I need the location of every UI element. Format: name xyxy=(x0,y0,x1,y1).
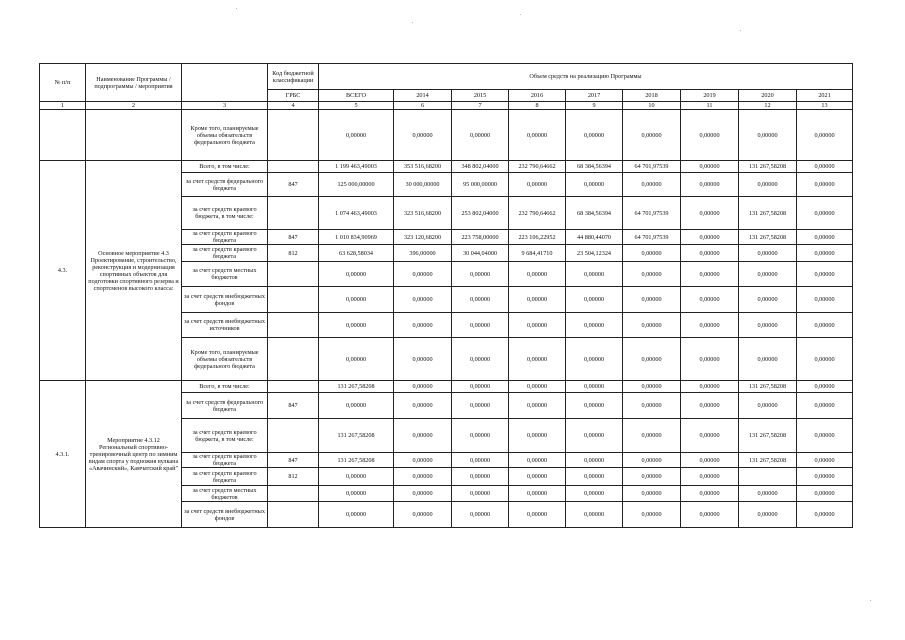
total-amount: 63 628,58034 xyxy=(319,245,394,262)
year-amount: 0,00000 xyxy=(623,110,681,161)
total-amount: 1 074 463,49003 xyxy=(319,197,394,230)
funding-source-label: за счет средств краевого бюджета, в том числе: xyxy=(182,419,268,453)
year-amount: 0,00000 xyxy=(452,381,509,393)
year-amount: 0,00000 xyxy=(739,338,797,381)
year-amount: 0,00000 xyxy=(797,468,853,486)
year-amount xyxy=(739,468,797,486)
year-amount: 0,00000 xyxy=(509,262,566,287)
grbs-code xyxy=(268,110,319,161)
year-amount: 0,00000 xyxy=(394,393,452,419)
year-amount: 323 516,68200 xyxy=(394,197,452,230)
year-amount: 0,00000 xyxy=(452,468,509,486)
item-number xyxy=(40,110,86,161)
year-amount: 68 384,56394 xyxy=(566,197,623,230)
year-amount: 0,00000 xyxy=(452,338,509,381)
year-amount: 0,00000 xyxy=(452,393,509,419)
total-amount: 1 010 834,90969 xyxy=(319,230,394,245)
year-amount: 0,00000 xyxy=(394,287,452,313)
grbs-code xyxy=(268,287,319,313)
header-name: Наименование Программы / подпрограммы / мероприятия xyxy=(86,64,182,102)
year-amount: 0,00000 xyxy=(509,338,566,381)
header-year: 2015 xyxy=(452,90,509,102)
year-amount: 348 802,04000 xyxy=(452,161,509,173)
grbs-code xyxy=(268,381,319,393)
year-amount: 0,00000 xyxy=(452,502,509,528)
year-amount: 0,00000 xyxy=(394,468,452,486)
year-amount: 64 701,97539 xyxy=(623,161,681,173)
year-amount: 0,00000 xyxy=(739,287,797,313)
year-amount: 0,00000 xyxy=(566,173,623,197)
header-year: 2020 xyxy=(739,90,797,102)
scan-speck xyxy=(520,14,521,15)
year-amount: 0,00000 xyxy=(681,173,739,197)
year-amount: 0,00000 xyxy=(394,262,452,287)
year-amount: 0,00000 xyxy=(681,502,739,528)
year-amount: 0,00000 xyxy=(452,110,509,161)
year-amount: 0,00000 xyxy=(797,313,853,338)
funding-source-label: за счет средств местных бюджетов xyxy=(182,486,268,502)
year-amount: 0,00000 xyxy=(566,287,623,313)
grbs-code: 812 xyxy=(268,468,319,486)
grbs-code: 847 xyxy=(268,173,319,197)
grbs-code xyxy=(268,262,319,287)
year-amount: 68 384,56394 xyxy=(566,161,623,173)
year-amount: 0,00000 xyxy=(623,468,681,486)
year-amount: 0,00000 xyxy=(452,262,509,287)
table-row xyxy=(40,381,853,393)
funding-source-label: за счет средств краевого бюджета, в том числе: xyxy=(182,197,268,230)
year-amount: 30 000,00000 xyxy=(394,173,452,197)
year-amount: 0,00000 xyxy=(681,287,739,313)
year-amount: 131 267,58208 xyxy=(739,453,797,468)
year-amount: 0,00000 xyxy=(566,381,623,393)
year-amount: 0,00000 xyxy=(681,110,739,161)
year-amount: 9 684,41710 xyxy=(509,245,566,262)
funding-source-label: за счет средств краевого бюджета xyxy=(182,230,268,245)
year-amount: 232 790,64662 xyxy=(509,161,566,173)
item-name: Основное мероприятие 4.3 Проектирование, строительство, реконструкция и модернизация спортивных объектов для подготовки спортивного резерва и спортсменов высокого класса: xyxy=(86,161,182,381)
grbs-code xyxy=(268,197,319,230)
year-amount: 0,00000 xyxy=(739,262,797,287)
year-amount: 0,00000 xyxy=(681,245,739,262)
total-amount: 125 000,00000 xyxy=(319,173,394,197)
column-number: 7 xyxy=(452,102,509,110)
year-amount: 0,00000 xyxy=(681,486,739,502)
year-amount: 0,00000 xyxy=(509,313,566,338)
funding-source-label: за счет средств краевого бюджета xyxy=(182,245,268,262)
year-amount: 0,00000 xyxy=(623,381,681,393)
year-amount: 0,00000 xyxy=(394,419,452,453)
year-amount: 0,00000 xyxy=(452,453,509,468)
total-amount: 131 267,58208 xyxy=(319,381,394,393)
year-amount: 0,00000 xyxy=(509,287,566,313)
year-amount: 0,00000 xyxy=(797,161,853,173)
year-amount: 0,00000 xyxy=(681,419,739,453)
year-amount: 0,00000 xyxy=(681,230,739,245)
column-number: 8 xyxy=(509,102,566,110)
funding-source-label: за счет средств внебюджетных фондов xyxy=(182,502,268,528)
grbs-code xyxy=(268,161,319,173)
year-amount: 0,00000 xyxy=(739,245,797,262)
year-amount: 0,00000 xyxy=(681,393,739,419)
year-amount: 0,00000 xyxy=(394,313,452,338)
year-amount: 0,00000 xyxy=(797,502,853,528)
column-number: 3 xyxy=(182,102,268,110)
year-amount: 0,00000 xyxy=(623,393,681,419)
year-amount: 0,00000 xyxy=(394,110,452,161)
grbs-code xyxy=(268,313,319,338)
year-amount: 131 267,58208 xyxy=(739,419,797,453)
year-amount: 0,00000 xyxy=(509,486,566,502)
year-amount: 0,00000 xyxy=(681,381,739,393)
year-amount: 0,00000 xyxy=(509,453,566,468)
year-amount: 0,00000 xyxy=(394,338,452,381)
year-amount: 0,00000 xyxy=(797,262,853,287)
year-amount: 0,00000 xyxy=(623,453,681,468)
funding-source-label: за счет средств федерального бюджета xyxy=(182,393,268,419)
year-amount: 223 106,22952 xyxy=(509,230,566,245)
column-number: 1 xyxy=(40,102,86,110)
total-amount: 0,00000 xyxy=(319,338,394,381)
year-amount: 0,00000 xyxy=(797,419,853,453)
year-amount: 0,00000 xyxy=(394,381,452,393)
header-row-main xyxy=(40,64,853,90)
year-amount: 131 267,58208 xyxy=(739,381,797,393)
year-amount: 0,00000 xyxy=(681,197,739,230)
year-amount: 0,00000 xyxy=(452,287,509,313)
item-number: 4.3.1. xyxy=(40,381,86,528)
total-amount: 0,00000 xyxy=(319,468,394,486)
column-number: 13 xyxy=(797,102,853,110)
year-amount: 0,00000 xyxy=(394,486,452,502)
column-number: 6 xyxy=(394,102,452,110)
year-amount: 253 802,04000 xyxy=(452,197,509,230)
year-amount: 0,00000 xyxy=(452,313,509,338)
year-amount: 0,00000 xyxy=(566,486,623,502)
header-blank xyxy=(182,64,268,102)
year-amount: 232 790,64662 xyxy=(509,197,566,230)
year-amount: 131 267,58208 xyxy=(739,197,797,230)
item-name xyxy=(86,110,182,161)
year-amount: 0,00000 xyxy=(509,393,566,419)
funding-source-label: Всего, в том числе: xyxy=(182,161,268,173)
year-amount: 0,00000 xyxy=(623,262,681,287)
grbs-code xyxy=(268,419,319,453)
header-year: 2021 xyxy=(797,90,853,102)
year-amount: 0,00000 xyxy=(566,419,623,453)
year-amount: 0,00000 xyxy=(797,197,853,230)
funding-source-label: Кроме того, планируемые объемы обязательств федерального бюджета xyxy=(182,338,268,381)
year-amount: 0,00000 xyxy=(797,245,853,262)
year-amount: 0,00000 xyxy=(566,338,623,381)
year-amount: 0,00000 xyxy=(452,486,509,502)
total-amount: 0,00000 xyxy=(319,502,394,528)
funding-source-label: за счет средств внебюджетных фондов xyxy=(182,287,268,313)
year-amount: 0,00000 xyxy=(623,338,681,381)
header-total: ВСЕГО xyxy=(319,90,394,102)
year-amount: 0,00000 xyxy=(509,502,566,528)
year-amount: 0,00000 xyxy=(509,110,566,161)
year-amount: 131 267,58208 xyxy=(739,230,797,245)
year-amount: 0,00000 xyxy=(623,419,681,453)
year-amount: 0,00000 xyxy=(566,453,623,468)
year-amount: 0,00000 xyxy=(623,502,681,528)
header-row-colnums xyxy=(40,102,853,110)
total-amount: 0,00000 xyxy=(319,262,394,287)
year-amount: 0,00000 xyxy=(797,453,853,468)
year-amount: 0,00000 xyxy=(797,338,853,381)
scan-speck xyxy=(740,30,741,31)
year-amount: 0,00000 xyxy=(623,173,681,197)
header-year: 2019 xyxy=(681,90,739,102)
header-year: 2017 xyxy=(566,90,623,102)
table-row xyxy=(40,110,853,161)
year-amount: 0,00000 xyxy=(566,468,623,486)
year-amount: 131 267,58208 xyxy=(739,161,797,173)
header-year: 2018 xyxy=(623,90,681,102)
funding-source-label: за счет средств местных бюджетов xyxy=(182,262,268,287)
year-amount: 0,00000 xyxy=(394,502,452,528)
year-amount: 0,00000 xyxy=(509,468,566,486)
total-amount: 1 199 463,49003 xyxy=(319,161,394,173)
year-amount: 64 701,97539 xyxy=(623,197,681,230)
total-amount: 0,00000 xyxy=(319,110,394,161)
year-amount: 0,00000 xyxy=(394,453,452,468)
total-amount: 0,00000 xyxy=(319,393,394,419)
year-amount: 44 880,44070 xyxy=(566,230,623,245)
funding-source-label: за счет средств федерального бюджета xyxy=(182,173,268,197)
year-amount: 0,00000 xyxy=(739,110,797,161)
total-amount: 0,00000 xyxy=(319,287,394,313)
year-amount: 0,00000 xyxy=(566,110,623,161)
header-year: 2014 xyxy=(394,90,452,102)
header-volume: Объем средств на реализацию Программы xyxy=(319,64,853,90)
year-amount: 0,00000 xyxy=(681,161,739,173)
header-year: 2016 xyxy=(509,90,566,102)
year-amount: 95 000,00000 xyxy=(452,173,509,197)
year-amount: 0,00000 xyxy=(739,486,797,502)
budget-table xyxy=(39,63,853,528)
year-amount: 0,00000 xyxy=(797,486,853,502)
year-amount: 0,00000 xyxy=(681,262,739,287)
year-amount: 0,00000 xyxy=(797,110,853,161)
grbs-code xyxy=(268,502,319,528)
year-amount: 0,00000 xyxy=(739,313,797,338)
funding-source-label: за счет средств краевого бюджета xyxy=(182,453,268,468)
year-amount: 323 120,68200 xyxy=(394,230,452,245)
year-amount: 223 758,00000 xyxy=(452,230,509,245)
year-amount: 0,00000 xyxy=(509,419,566,453)
year-amount: 0,00000 xyxy=(509,173,566,197)
year-amount: 0,00000 xyxy=(623,486,681,502)
total-amount: 0,00000 xyxy=(319,486,394,502)
column-number: 2 xyxy=(86,102,182,110)
year-amount: 0,00000 xyxy=(623,245,681,262)
year-amount: 0,00000 xyxy=(797,173,853,197)
header-num: № п/п xyxy=(40,64,86,102)
grbs-code: 812 xyxy=(268,245,319,262)
scan-speck xyxy=(870,600,871,601)
table-body xyxy=(40,110,853,528)
year-amount: 23 504,12324 xyxy=(566,245,623,262)
year-amount: 0,00000 xyxy=(681,338,739,381)
year-amount: 0,00000 xyxy=(681,453,739,468)
year-amount: 0,00000 xyxy=(797,381,853,393)
year-amount: 0,00000 xyxy=(623,287,681,313)
item-number: 4.3. xyxy=(40,161,86,381)
year-amount: 0,00000 xyxy=(566,313,623,338)
year-amount: 0,00000 xyxy=(566,262,623,287)
grbs-code: 847 xyxy=(268,230,319,245)
funding-source-label: Кроме того, планируемые объемы обязательств федерального бюджета xyxy=(182,110,268,161)
grbs-code xyxy=(268,338,319,381)
grbs-code: 847 xyxy=(268,393,319,419)
header-grbs: ГРБС xyxy=(268,90,319,102)
column-number: 9 xyxy=(566,102,623,110)
year-amount: 64 701,97539 xyxy=(623,230,681,245)
year-amount: 0,00000 xyxy=(509,381,566,393)
year-amount: 0,00000 xyxy=(797,287,853,313)
total-amount: 131 267,58208 xyxy=(319,453,394,468)
total-amount: 0,00000 xyxy=(319,313,394,338)
year-amount: 353 516,68200 xyxy=(394,161,452,173)
column-number: 10 xyxy=(623,102,681,110)
year-amount: 0,00000 xyxy=(452,419,509,453)
scan-speck xyxy=(236,8,237,9)
column-number: 5 xyxy=(319,102,394,110)
year-amount: 0,00000 xyxy=(566,502,623,528)
table-row xyxy=(40,161,853,173)
year-amount: 30 044,04000 xyxy=(452,245,509,262)
total-amount: 131 267,58208 xyxy=(319,419,394,453)
item-name: Мероприятие 4.3.12 Региональный спортивно-тренировочный центр по зимним видам спорта у подножия вулкана «Авачинский», Камчатский край" xyxy=(86,381,182,528)
grbs-code: 847 xyxy=(268,453,319,468)
column-number: 4 xyxy=(268,102,319,110)
year-amount: 396,00000 xyxy=(394,245,452,262)
year-amount: 0,00000 xyxy=(797,230,853,245)
year-amount: 0,00000 xyxy=(623,313,681,338)
year-amount: 0,00000 xyxy=(739,173,797,197)
column-number: 12 xyxy=(739,102,797,110)
header-kbk: Код бюджетной классификации xyxy=(268,64,319,90)
column-number: 11 xyxy=(681,102,739,110)
funding-source-label: за счет средств внебюджетных источников xyxy=(182,313,268,338)
year-amount: 0,00000 xyxy=(681,468,739,486)
year-amount: 0,00000 xyxy=(681,313,739,338)
funding-source-label: Всего, в том числе: xyxy=(182,381,268,393)
year-amount: 0,00000 xyxy=(739,502,797,528)
year-amount: 0,00000 xyxy=(566,393,623,419)
year-amount: 0,00000 xyxy=(797,393,853,419)
year-amount: 0,00000 xyxy=(739,393,797,419)
funding-source-label: за счет средств краевого бюджета xyxy=(182,468,268,486)
scan-speck xyxy=(412,22,413,23)
grbs-code xyxy=(268,486,319,502)
